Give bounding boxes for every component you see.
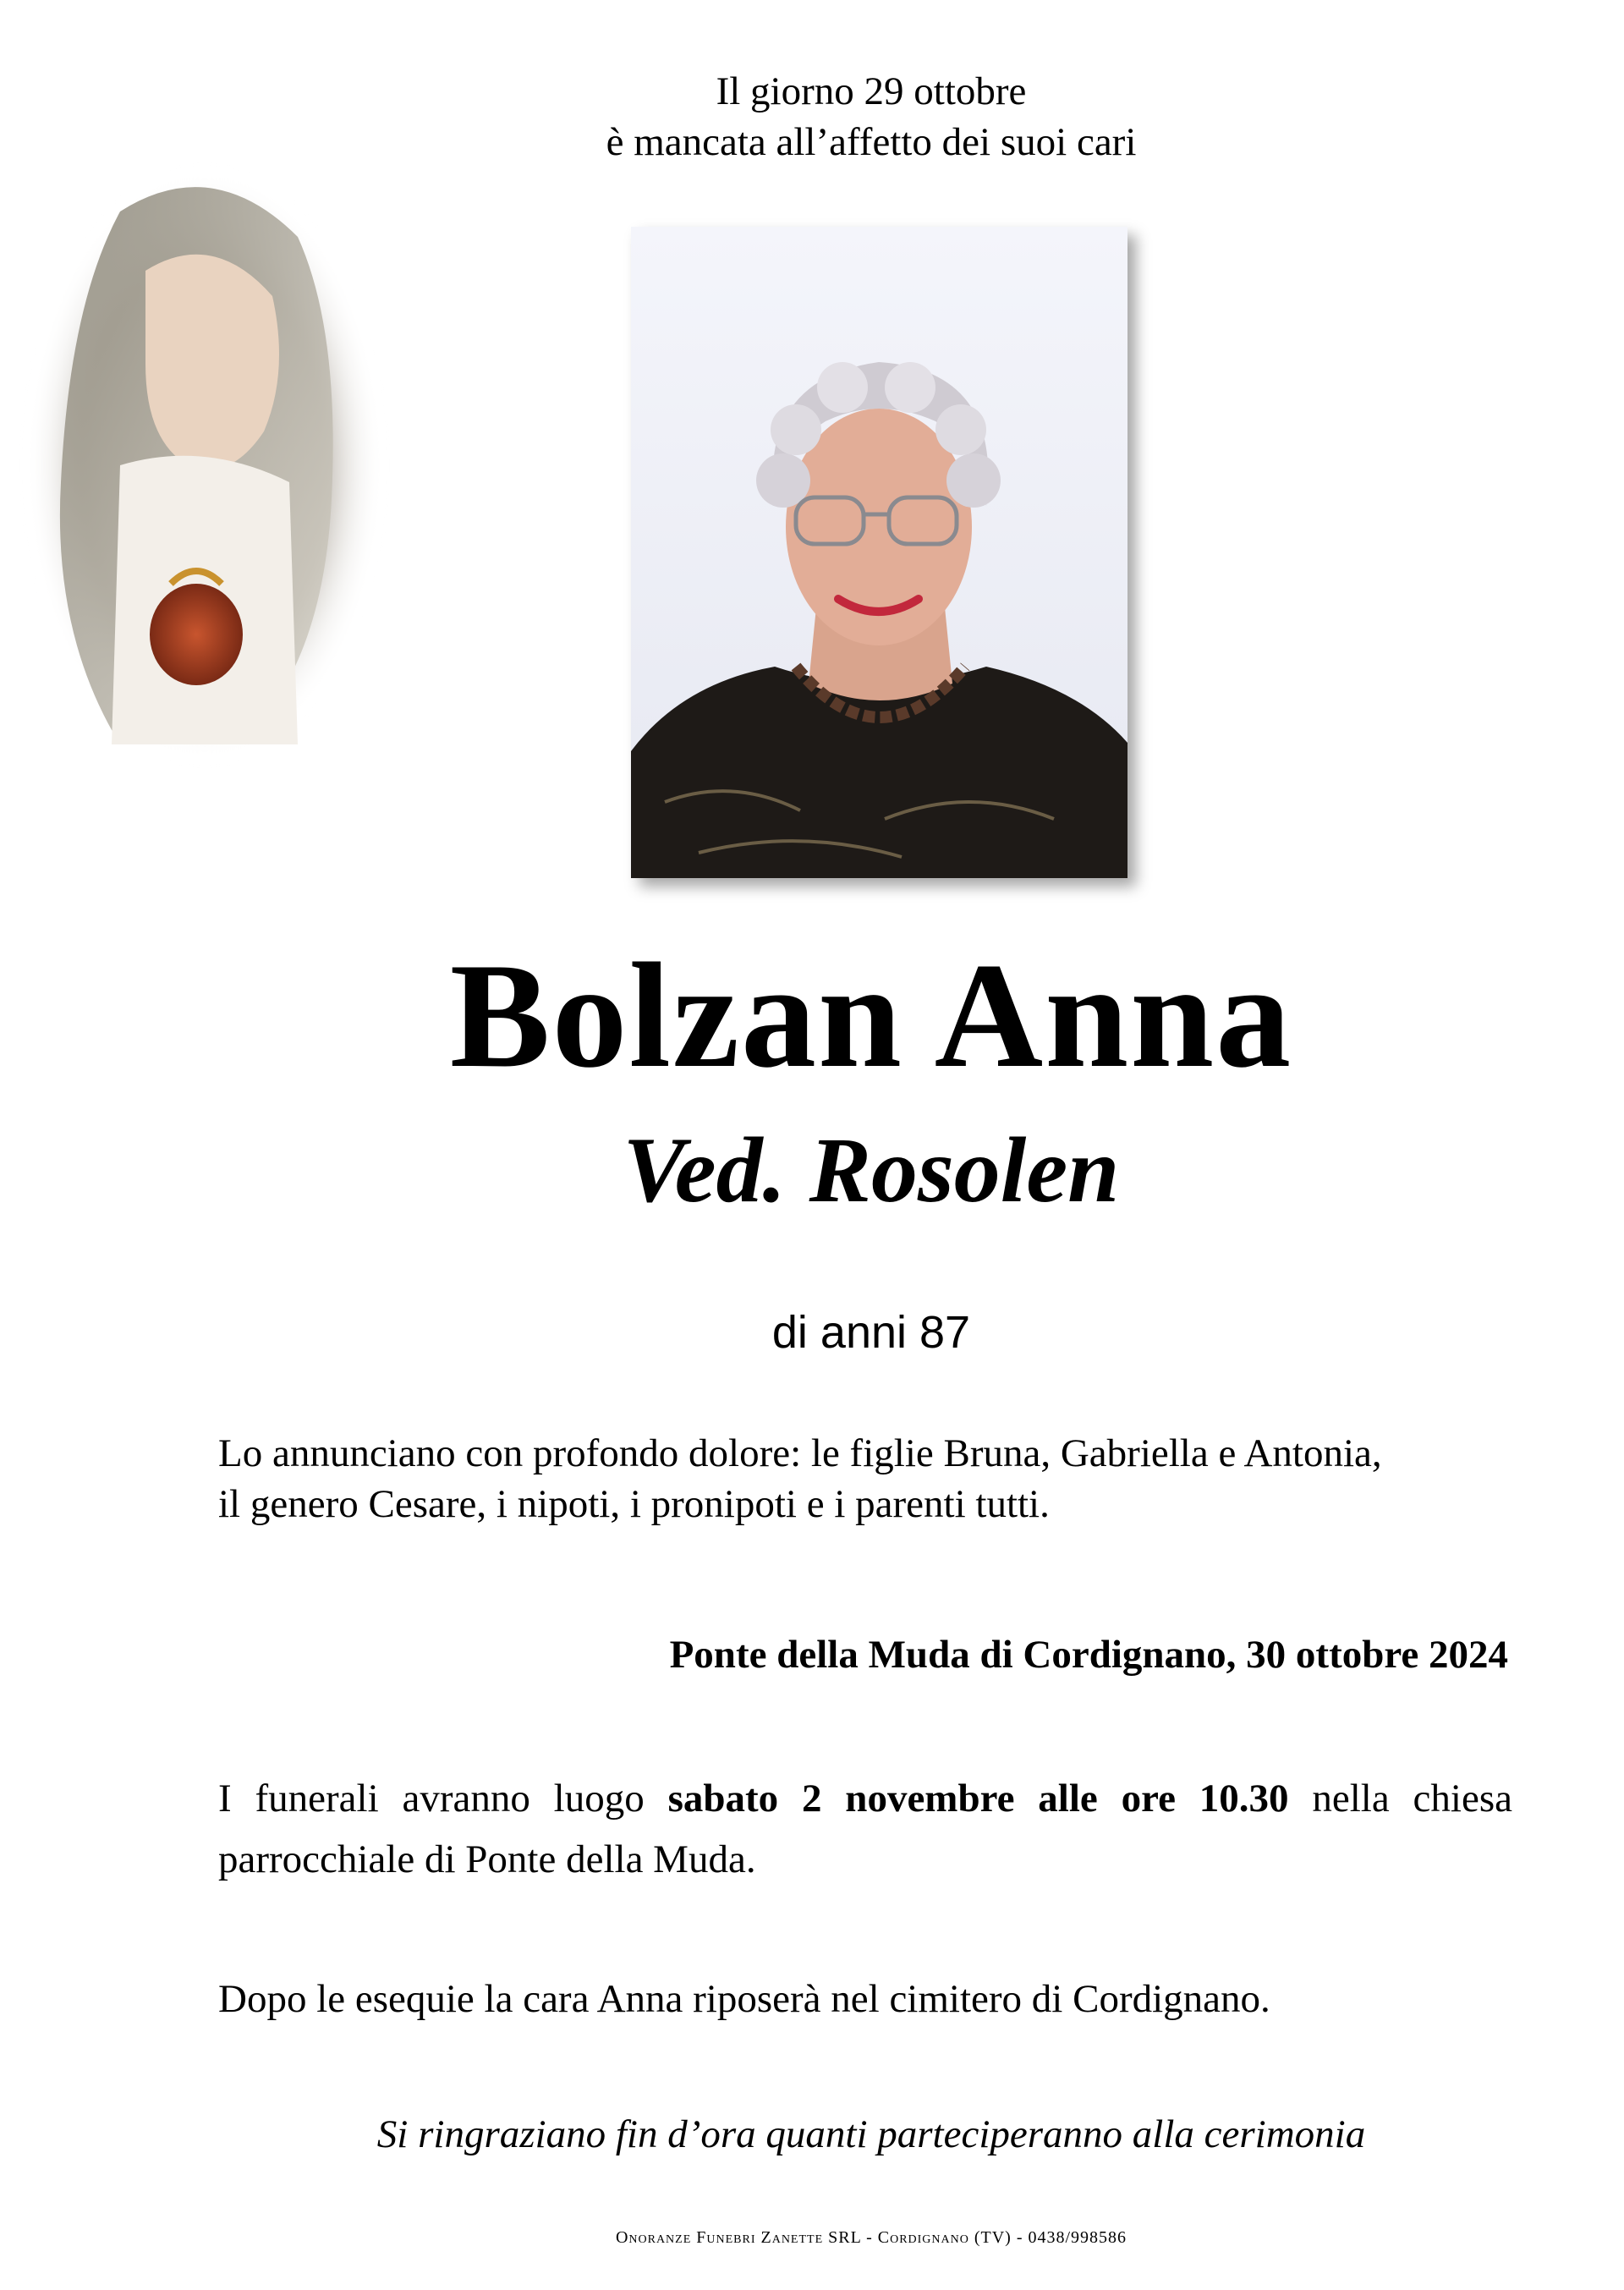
- funeral-home-footer: Onoranze Funebri Zanette SRL - Cordignano (TV) - 0438/998586: [615, 2228, 1127, 2247]
- announcement-line-1: Lo annunciano con profondo dolore: le figlie Bruna, Gabriella e Antonia,: [218, 1431, 1382, 1475]
- funeral-info-after: nella chiesa parrocchiale di Ponte della Muda.: [218, 1777, 1512, 1881]
- deceased-name: Bolzan Anna: [449, 931, 1293, 1099]
- thanks-text: Si ringraziano fin d’ora quanti parteciperanno alla cerimonia: [376, 2112, 1366, 2156]
- announcement-text: [218, 1428, 1538, 1529]
- burial-info: Dopo le esequie la cara Anna riposerà nel cimitero di Cordignano.: [218, 1977, 1270, 2021]
- portrait-photo: [631, 227, 1127, 878]
- announcement-line-2: il genero Cesare, i nipoti, i pronipoti e i parenti tutti.: [218, 1482, 1050, 1526]
- funeral-info: [218, 1768, 1512, 1890]
- funeral-info-highlight: sabato 2 novembre alle ore 10.30: [667, 1777, 1289, 1820]
- age-text: di anni 87: [771, 1307, 971, 1358]
- intro-line-1: Il giorno 29 ottobre: [716, 69, 1027, 113]
- intro-line-2: è mancata all’affetto dei suoi cari: [606, 120, 1137, 164]
- madonna-image: [19, 161, 391, 770]
- intro-text: [0, 66, 1624, 167]
- funeral-info-before: I funerali avranno luogo: [218, 1777, 668, 1820]
- place-date: Ponte della Muda di Cordignano, 30 ottobre 2024: [669, 1633, 1508, 1677]
- married-name: Ved. Rosolen: [623, 1118, 1120, 1222]
